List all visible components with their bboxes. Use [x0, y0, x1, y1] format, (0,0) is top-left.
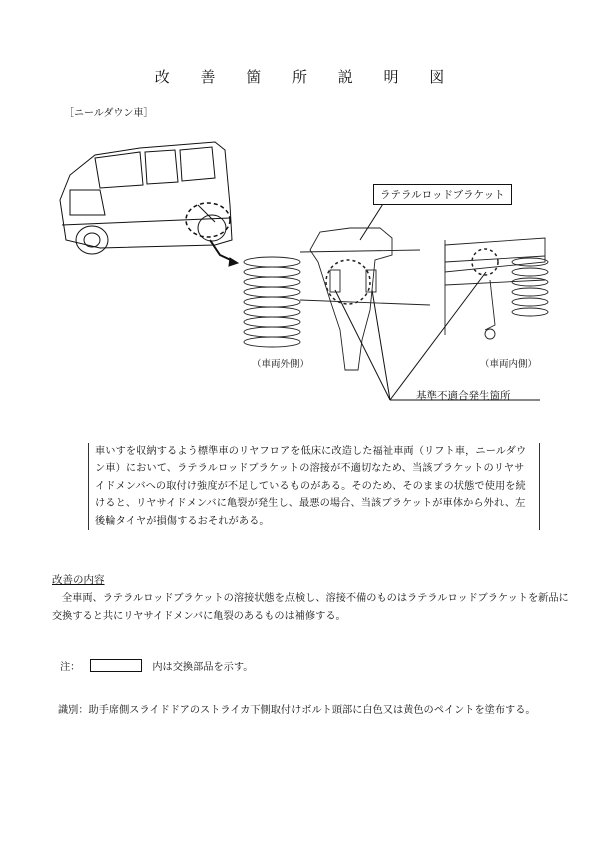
van-drawing	[60, 142, 232, 254]
vehicle-type-label: ［ニールダウン車］	[64, 108, 154, 119]
inner-side-detail	[445, 238, 548, 339]
defect-description: 車いすを収納するよう標準車のリヤフロアを低床に改造した福祉車両（リフト車，ニールダウン車）において、ラテラルロッドブラケットの溶接が不適切なため、当該ブラケットのリヤサイドメンバへの取付け強度が不足しているものがある。そのため、そのままの状態で使用を続けると、リヤサイドメンバに亀裂が発生し、最悪の場合、当該ブラケットが車体から外れ、左後輪タイヤが損傷するおそれがある。	[88, 443, 540, 530]
improvement-heading: 改善の内容	[52, 574, 105, 586]
coil-spring-left	[244, 257, 300, 347]
label-vehicle-inner-side: （車両内側）	[480, 359, 538, 370]
label-vehicle-outer-side: （車両外側）	[252, 359, 310, 370]
identification-text: 識別：助手席側スライドドアのストライカ下側取付けボルト頭部に白色又は黄色のペイントを塗布する。	[58, 705, 536, 716]
callout-nonconformity-location: 基準不適合発生箇所	[416, 390, 511, 402]
outer-side-detail	[244, 228, 430, 370]
coil-spring-right	[512, 258, 548, 316]
page-title: 改 善 箇 所 説 明 図	[154, 68, 458, 86]
improvement-text: 全車両、ラテラルロッドブラケットの溶接状態を点検し、溶接不備のものはラテラルロッドブラケットを新品に交換すると共にリヤサイドメンバに亀裂のあるものは補修する。	[52, 593, 569, 622]
note-line	[60, 658, 253, 673]
callout-lateral-rod-bracket: ラテラルロッドブラケット	[373, 184, 512, 205]
note-suffix: 内は交換部品を示す。	[152, 662, 254, 673]
note-prefix: 注：	[60, 662, 81, 673]
replacement-part-legend-box	[90, 659, 142, 672]
